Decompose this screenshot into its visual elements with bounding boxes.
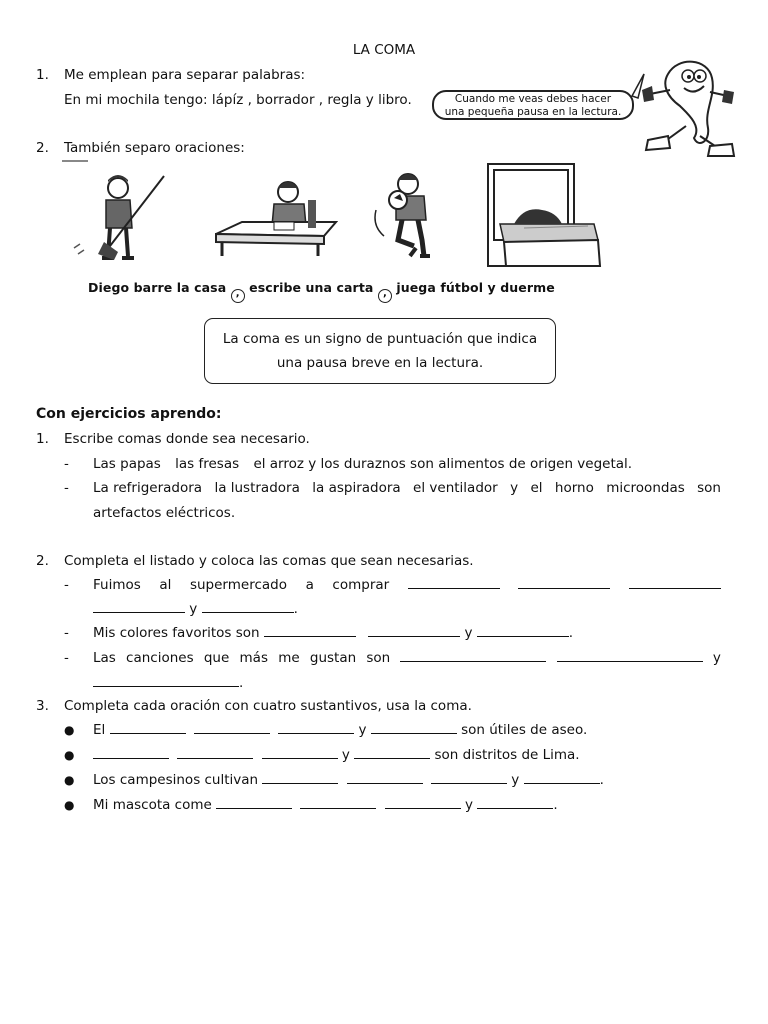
sleeping-boy-illustration <box>484 162 602 268</box>
period: . <box>599 772 604 788</box>
ex3-sentence-2 <box>93 747 580 763</box>
ex1-item1-dash: - <box>64 456 69 472</box>
answer-blank[interactable] <box>347 772 423 784</box>
ex2-item1-word: a <box>305 577 314 593</box>
answer-blank[interactable] <box>557 650 703 662</box>
ex2-item3-line2 <box>93 675 243 691</box>
ex1-item2-word: la aspiradora <box>312 480 401 496</box>
answer-blank[interactable] <box>368 625 460 637</box>
conjunction-y: y <box>465 797 474 813</box>
ex1-instruction: Escribe comas donde sea necesario. <box>64 431 310 447</box>
ex2-item1-line2 <box>93 601 298 617</box>
ex2-item2-text: Mis colores favoritos son <box>93 625 260 641</box>
answer-blank[interactable] <box>262 772 338 784</box>
ex2-item3-word: me <box>278 650 300 666</box>
answer-blank[interactable] <box>93 601 185 613</box>
ex2-item3-word: Las <box>93 650 116 666</box>
conjunction-y: y <box>464 625 473 641</box>
answer-blank[interactable] <box>354 747 430 759</box>
ex2-item2 <box>93 625 573 641</box>
bubble-line-1: Cuando me veas debes hacer <box>454 93 612 105</box>
answer-blank[interactable] <box>93 675 239 687</box>
ex2-item2-dash: - <box>64 625 69 641</box>
ex1-item2-word: el <box>530 480 543 496</box>
ex1-item1-word-3: el arroz y los duraznos son alimentos de origen vegetal. <box>253 456 633 472</box>
illustration-caption <box>88 280 555 303</box>
ex3-s4-start: Mi mascota come <box>93 797 212 813</box>
circled-comma-2: , <box>378 289 392 303</box>
ex2-item1-dash: - <box>64 577 69 593</box>
circled-comma-1: , <box>231 289 245 303</box>
bullet-icon: ● <box>64 798 75 812</box>
caption-part-2: escribe una carta <box>249 280 374 295</box>
bullet-icon: ● <box>64 723 75 737</box>
answer-blank[interactable] <box>524 772 600 784</box>
period: . <box>553 797 558 813</box>
ex3-s2-end: son distritos de Lima. <box>434 747 580 763</box>
rule1-number: 1. <box>36 67 49 83</box>
period: . <box>568 625 574 641</box>
definition-box <box>204 318 556 384</box>
ex3-s1-end: son útiles de aseo. <box>461 722 588 738</box>
football-boy-illustration <box>372 170 438 266</box>
period: . <box>239 675 244 691</box>
ex2-item3 <box>93 650 721 666</box>
writing-boy-illustration <box>212 178 338 258</box>
ex1-item2-word: el ventilador <box>413 480 498 496</box>
conjunction-y: y <box>358 722 367 738</box>
rule2-text: También separo oraciones: <box>64 140 245 156</box>
bubble-line-2: una pequeña pausa en la lectura. <box>444 106 622 118</box>
ex2-item1-word: supermercado <box>189 577 287 593</box>
ex3-s1-start: El <box>93 722 106 738</box>
ex1-item2-word: la lustradora <box>214 480 300 496</box>
answer-blank[interactable] <box>477 625 569 637</box>
ex2-item1-word: al <box>159 577 172 593</box>
speech-bubble <box>432 90 634 120</box>
ex2-item3-word: canciones <box>126 650 194 666</box>
answer-blank[interactable] <box>408 577 500 589</box>
rule1-text: Me emplean para separar palabras: <box>64 67 306 83</box>
answer-blank[interactable] <box>477 797 553 809</box>
divider <box>62 160 88 162</box>
answer-blank[interactable] <box>431 772 507 784</box>
answer-blank[interactable] <box>278 722 354 734</box>
ex1-item2-dash: - <box>64 480 69 496</box>
page-title: LA COMA <box>352 42 416 58</box>
ex3-number: 3. <box>36 698 49 714</box>
section-title: Con ejercicios aprendo: <box>36 406 222 422</box>
answer-blank[interactable] <box>216 797 292 809</box>
answer-blank[interactable] <box>177 747 253 759</box>
ex1-item1 <box>93 456 632 472</box>
ex2-item3-word: más <box>239 650 268 666</box>
answer-blank[interactable] <box>202 601 294 613</box>
comma-mascot-illustration <box>638 56 738 162</box>
ex2-instruction: Completa el listado y coloca las comas que sean necesarias. <box>64 553 474 569</box>
conjunction-y: y <box>712 650 721 666</box>
ex3-sentence-3 <box>93 772 604 788</box>
bullet-icon: ● <box>64 773 75 787</box>
answer-blank[interactable] <box>262 747 338 759</box>
answer-blank[interactable] <box>300 797 376 809</box>
ex1-item2-continuation: artefactos eléctricos. <box>93 505 236 521</box>
conjunction-y: y <box>341 747 350 763</box>
ex2-item1-word: comprar <box>332 577 390 593</box>
conjunction-y: y <box>189 601 198 617</box>
bullet-icon: ● <box>64 748 75 762</box>
answer-blank[interactable] <box>518 577 610 589</box>
answer-blank[interactable] <box>110 722 186 734</box>
rule2-number: 2. <box>36 140 49 156</box>
ex2-item3-word: gustan <box>309 650 357 666</box>
ex3-sentence-1 <box>93 722 587 738</box>
period: . <box>293 601 298 617</box>
answer-blank[interactable] <box>93 747 169 759</box>
rule1-example: En mi mochila tengo: lápíz , borrador , regla y libro. <box>64 92 412 108</box>
ex1-item2 <box>93 480 721 496</box>
answer-blank[interactable] <box>400 650 546 662</box>
answer-blank[interactable] <box>385 797 461 809</box>
caption-part-3: juega fútbol y duerme <box>396 280 555 295</box>
ex1-item2-word: microondas <box>606 480 685 496</box>
ex1-item1-word-2: las fresas <box>175 456 240 472</box>
ex1-item2-word: y <box>510 480 519 496</box>
answer-blank[interactable] <box>629 577 721 589</box>
ex1-item2-word: La refrigeradora <box>93 480 203 496</box>
ex1-number: 1. <box>36 431 49 447</box>
ex2-item3-dash: - <box>64 650 69 666</box>
answer-blank[interactable] <box>264 625 356 637</box>
ex3-s3-start: Los campesinos cultivan <box>93 772 259 788</box>
answer-blank[interactable] <box>371 722 457 734</box>
definition-line-1: La coma es un signo de puntuación que indica <box>222 331 538 347</box>
ex3-sentence-4 <box>93 797 558 813</box>
ex2-item1 <box>93 577 721 593</box>
ex2-item3-word: que <box>203 650 230 666</box>
ex1-item1-word-1: Las papas <box>93 456 161 472</box>
ex3-instruction: Completa cada oración con cuatro sustantivos, usa la coma. <box>64 698 472 714</box>
caption-part-1: Diego barre la casa <box>88 280 227 295</box>
sweeping-boy-illustration <box>70 172 170 264</box>
ex2-item1-word: Fuimos <box>93 577 141 593</box>
ex1-item2-word: horno <box>554 480 594 496</box>
conjunction-y: y <box>511 772 520 788</box>
ex1-item2-word: son <box>697 480 721 496</box>
ex2-number: 2. <box>36 553 49 569</box>
answer-blank[interactable] <box>194 722 270 734</box>
definition-line-2: una pausa breve en la lectura. <box>276 355 484 371</box>
ex2-item3-word: son <box>366 650 391 666</box>
